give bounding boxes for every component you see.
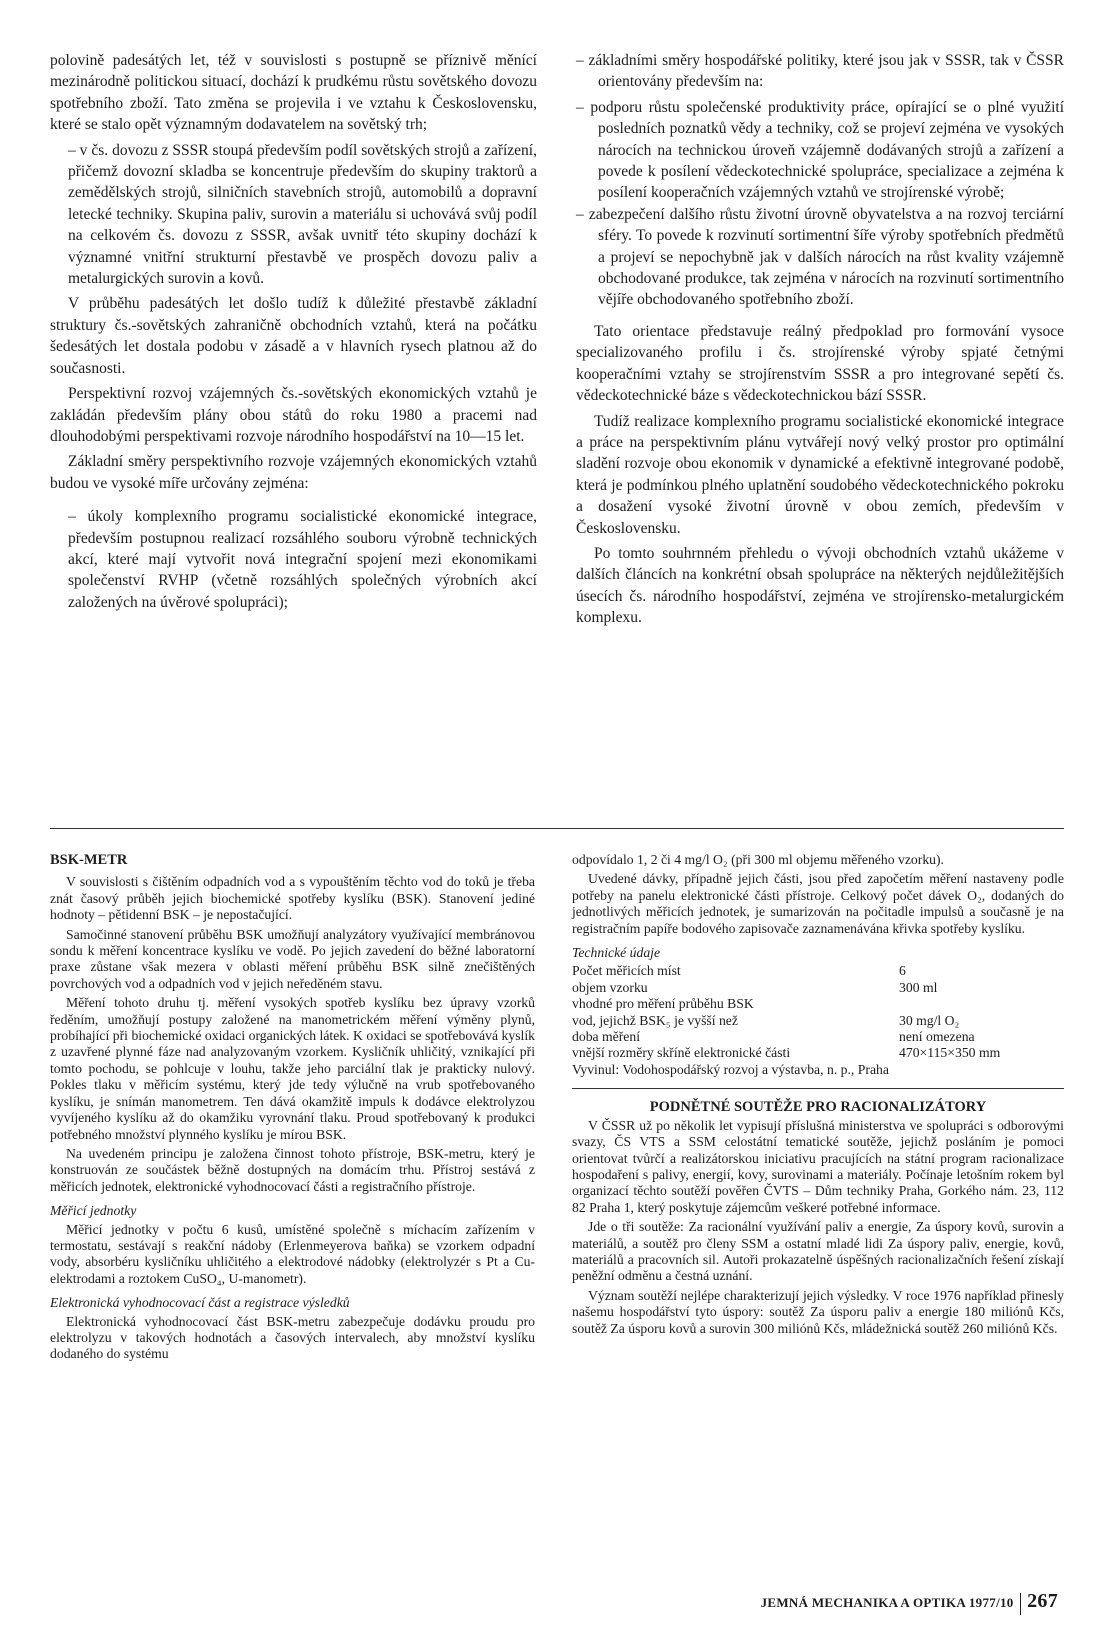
section-divider: [50, 828, 1064, 829]
paragraph: Jde o tři soutěže: Za racionální využívání paliv a energie, Za úspory kovů, surovin a materiálů, a soutěž pro členy SSM a ostatní mladé lidi Za úspory paliv, energie, kovů, materiálů a pracovních sil. Autoři prokazatelně úspěšných racionalizačních řešení získají peněžní odměnu a čestná uznání.: [572, 1219, 1064, 1284]
paragraph: Elektronická vyhodnocovací část BSK-metru zabezpečuje dodávku proudu pro elektrolyzu v takových hodnotách a časových intervalech, aby množství kyslíku dodaného do systému: [50, 1313, 535, 1362]
spec-label: Počet měřicích míst: [572, 963, 681, 979]
article-title: BSK-METR: [50, 852, 128, 868]
paragraph: V souvislosti s čištěním odpadních vod a s vypouštěním těchto vod do toků je třeba znát časový průběh jejich biochemické spotřeby kyslíku (BSK). Stanovení jediné hodnoty – pětidenní BSK – je nepostačující.: [50, 874, 535, 923]
paragraph: Samočinné stanovení průběhu BSK umožňují analyzátory využívající membránovou sondu k měření koncentrace kyslíku ve vodě. Po jejich zavedení do běžné laboratorní praxe zůstane však mezera v oblasti měření průběhu BSK silně znečištěných povrchových vod a odpadních vod v jejich neředěném stavu.: [50, 926, 535, 991]
table-row: [572, 1029, 1064, 1045]
spec-label: vod, jejichž BSK₅ je vyšší než: [572, 1012, 738, 1028]
footer-divider: [1020, 1593, 1022, 1615]
spec-label: doba měření: [572, 1029, 641, 1045]
section-divider: [572, 1088, 1064, 1089]
paragraph: Význam soutěží nejlépe charakterizují jejich výsledky. V roce 1976 například přinesly našemu hospodářství tyto úspory: soutěž Za úsporu paliv a energie 180 miliónů Kčs, soutěž Za úsporu kovů a surovin 300 miliónů Kčs, mládežnická soutěž 260 miliónů Kčs.: [572, 1287, 1064, 1336]
page-footer: [761, 1590, 1058, 1615]
bsk-article-left: [50, 852, 535, 1363]
section-subtitle: Elektronická vyhodnocovací část a registrace výsledků: [50, 1295, 350, 1311]
list-item: – v čs. dovozu z SSSR stoupá především podíl sovětských strojů a zařízení, přičemž dovozní skladba se koncentruje především do skupiny traktorů a zemědělských strojů, silničních stavebních strojů, automobilů a dopravní letecké techniky. Skupina paliv, surovin a materiálu si uchovává svůj podíl na celkovém čs. dovozu z SSSR, avšak uvnitř této skupiny dochází k významné vnitřní strukturní přestavbě ve prospěch dovozu paliv a metalurgických surovin a kovů.: [68, 141, 537, 288]
paragraph: Na uvedeném principu je založena činnost tohoto přístroje, BSK-metru, který je konstruován ze součástek běžně dostupných na domácím trhu. Přístroj sestává z měřicích jednotek, elektronické vyhodnocovací části a registračního přístroje.: [50, 1145, 535, 1194]
spec-value: není omezena: [899, 1029, 975, 1045]
paragraph: Měření tohoto druhu tj. měření vysokých spotřeb kyslíku bez úpravy vzorků ředěním, umožňují postupy založené na manometrickém měření výměny plynů, probíhající při biochemické oxidaci organických látek. K oxidaci se spotřebovává kyslík z uzavřené plynné fáze nad analyzovaným vzorkem. Kysličník uhličitý, vznikající při tomto pochodu, se pohlcuje v louhu, takže jeho parciální tlak je prakticky nulový. Pokles tlaku v měřicím systému, který jde tedy výlučně na vrub spotřebovaného kyslíku, je snímán manometrem. Ten dává okamžitě impuls k dodávce elektrolyzou vyvíjeného kyslíku až do okamžiku vyrovnání tlaku. Proud spotřebovaný k produkci potřebného množství plynného kyslíku je mírou BSK.: [50, 995, 535, 1142]
spec-label: vnější rozměry skříně elektronické části: [572, 1045, 791, 1061]
paragraph: Perspektivní rozvoj vzájemných čs.-sovětských ekonomických vztahů je zakládán především plány obou států do roku 1980 a pracemi nad dlouhodobými perspektivami rozvoje národního hospodářství na 10—15 let.: [50, 385, 537, 445]
specs-table: [572, 963, 1064, 1061]
article-column-left: [50, 50, 537, 613]
paragraph: V průběhu padesátých let došlo tudíž k důležité přestavbě základní struktury čs.-sovětských zahraničně obchodních vztahů, která na počátku šedesátých let dostala podobu v zásadě a v hlavních rysech platnou až do současnosti.: [50, 295, 537, 377]
article-title: PODNĚTNÉ SOUTĚŽE PRO RACIONALIZÁTORY: [649, 1099, 987, 1116]
list-item: – úkoly komplexního programu socialistické ekonomické integrace, především postupnou realizací rozsáhlého souboru výrobně technických akcí, které mají vytvořit nová integrační spojení mezi ekonomikami společenství RVHP (včetně rozsáhlých společných výrobních akcí založených na úvěrové spolupráci);: [68, 508, 537, 611]
paragraph: Měřicí jednotky v počtu 6 kusů, umístěné společně s míchacím zařízením v termostatu, sestávají s reakční nádoby (Erlenmeyerova baňka) se vzorkem odpadní vody, absorbéru kysličníku uhličitého a elektrodové nádobky (elektrolyzér s Pt a Cu-elektrodami a roztokem CuSO₄, U-manometr).: [50, 1221, 535, 1286]
spec-value: 6: [899, 963, 906, 979]
paragraph: Základní směry perspektivního rozvoje vzájemných ekonomických vztahů budou ve vysoké míře určovány zejména:: [50, 453, 537, 492]
spec-value: 470×115×350 mm: [899, 1045, 1001, 1061]
section-subtitle: Měřicí jednotky: [50, 1203, 137, 1219]
spec-value: [889, 996, 1064, 1012]
spec-label: vhodné pro měření průběhu BSK: [572, 996, 754, 1012]
section-subtitle: Technické údaje: [572, 945, 661, 961]
list-item: – podporu růstu společenské produktivity práce, opírající se o plné využití posledních poznatků vědy a techniky, což se projeví zejména ve vysokých nárocích na technickou úroveň vzájemně dodávaných strojů a zařízení a povede k posílení vědeckotechnické spolupráce, specializace a zejména k posílení kooperačních vzájemných vztahů ve strojírenské výrobě;: [576, 98, 1064, 202]
spec-value: 30 mg/l O₂: [899, 1012, 960, 1028]
bsk-article-right: [572, 852, 1064, 1337]
paragraph: polovině padesátých let, též v souvislosti s postupně se příznivě měnící mezinárodně politickou situací, dochází k prudkému růstu sovětského dovozu spotřebního zboží. Tato změna se projevila i ve vztahu k Československu, které se stalo opět významným dodavatelem na sovětský trh;: [50, 52, 537, 134]
table-row: [572, 996, 1064, 1012]
table-row: [572, 980, 1064, 996]
paragraph: Po tomto souhrnném přehledu o vývoji obchodních vztahů ukážeme v dalších článcích na konkrétní obsah spolupráce na některých nejdůležitějších úsecích čs. národního hospodářství, zejména ve strojírensko-metalurgickém komplexu.: [576, 544, 1064, 627]
table-row: [572, 1013, 1064, 1029]
spec-label: objem vzorku: [572, 979, 648, 995]
list-item: – základními směry hospodářské politiky, které jsou jak v SSSR, tak v ČSSR orientovány především na:: [576, 52, 1064, 91]
paragraph: odpovídalo 1, 2 či 4 mg/l O₂ (při 300 ml objemu měřeného vzorku).: [572, 852, 944, 867]
developer-line: Vyvinul: Vodohospodářský rozvoj a výstavba, n. p., Praha: [572, 1061, 889, 1077]
paragraph: Uvedené dávky, případně jejich části, jsou před započetím měření nastaveny podle potřeby na panelu elektronické části přístroje. Celkový počet dávek O₂, dodaných do jednotlivých měřicích jednotek, je sumarizován na počitadle impulsů a současně je na registračním papíře bodového zapisovače zaznamenávána křivka spotřeby kyslíku.: [572, 871, 1064, 936]
paragraph: Tato orientace představuje reálný předpoklad pro formování vysoce specializovaného profilu i čs. strojírenské výroby spjaté četnými kooperačními vztahy se strojírenstvím SSSR a pro integrované sepětí čs. vědeckotechnické báze s vědeckotechnickou bází SSSR.: [576, 322, 1064, 405]
paragraph: V ČSSR už po několik let vypisují příslušná ministerstva ve spolupráci s odborovými svazy, ČS VTS a SSM celostátní tematické soutěže, jejichž posláním je pomoci orientovat tvůrčí a realizátorskou iniciativu pracujících na státní program racionalizace hospodaření s palivy, energií, kovy, surovinami a materiály. Počínaje letošním rokem byl organizací těchto soutěží pověřen ČVTS – Dům techniky Praha, Gorkého nám. 23, 112 82 Praha 1, který poskytuje zájemcům veškeré potřebné informace.: [572, 1117, 1064, 1215]
paragraph: Tudíž realizace komplexního programu socialistické ekonomické integrace a práce na perspektivním plánu vytvářejí nový velký prostor pro optimální sladění rozvoje obou ekonomik v dynamické a efektivně integrované podobě, která je podmínkou plného uplatnění soudobého vědeckotechnického pokroku a dosažení vysoké životní úrovně v obou zemích, především v Československu.: [576, 412, 1064, 537]
list-item: – zabezpečení dalšího růstu životní úrovně obyvatelstva a na rozvoj terciární sféry. To povede k rozvinutí sortimentní šíře výroby spotřebních předmětů a projeví se nepochybně jak v dalších nárocích na růst kvality vzájemně obchodované produkce, tak zejména v nárocích na rozvinutí sortimentního vějíře obchodovaného spotřebního zboží.: [576, 205, 1064, 309]
table-row: [572, 1045, 1064, 1061]
page-number: 267: [1027, 1590, 1058, 1612]
table-row: [572, 963, 1064, 979]
article-column-right: [576, 50, 1064, 629]
spec-value: 300 ml: [899, 979, 938, 995]
journal-name: JEMNÁ MECHANIKA A OPTIKA 1977/10: [760, 1595, 1014, 1610]
